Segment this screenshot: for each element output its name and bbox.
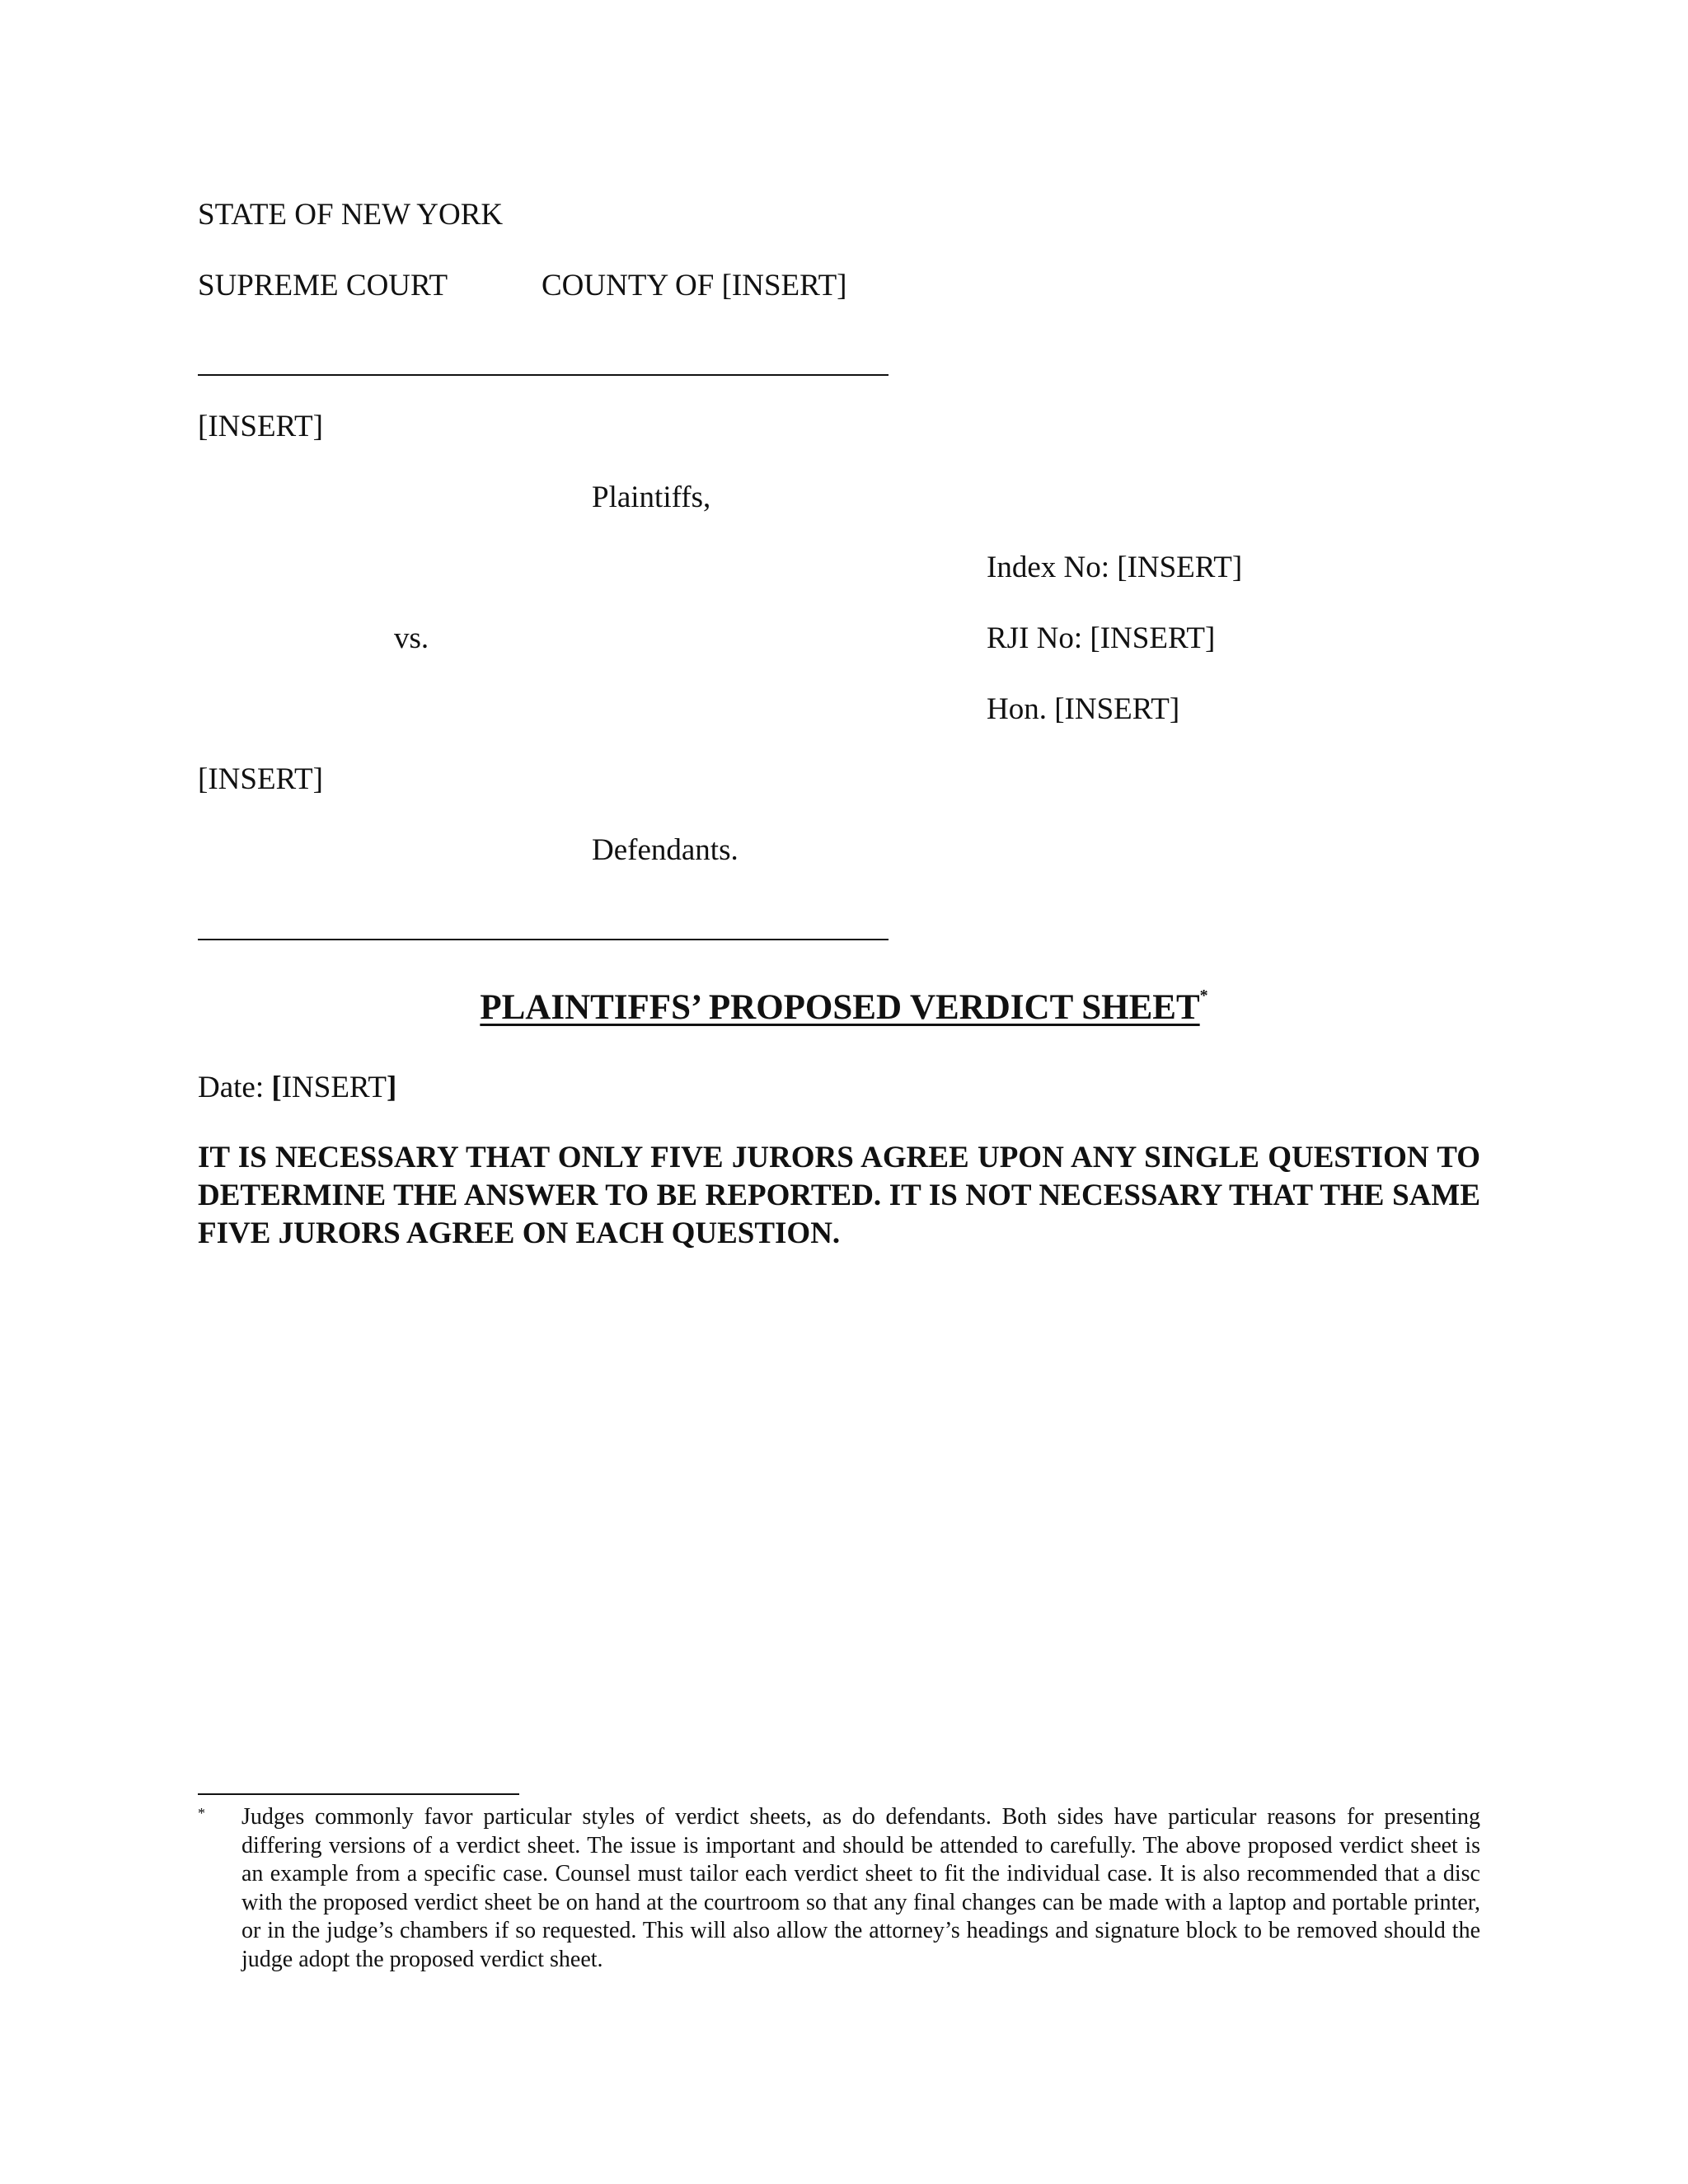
footnote-text: Judges commonly favor particular styles of verdict sheets, as do defendants. Both sides have particular reasons for presenting differing versions of a verdict sheet. The issue is important and should be attended to carefully. The above proposed verdict sheet is an example from a specific case. Counsel must tailor each verdict sheet to fit the individual case. It is also recommended that a disc with the proposed verdict sheet be on hand at the courtroom so that any final changes can be made with a laptop and portable printer, or in the judge’s chambers if so requested. This will also allow the attorney’s headings and signature block to be removed should the judge adopt the proposed verdict sheet. <box>241 1804 1480 1972</box>
juror-notice: IT IS NECESSARY THAT ONLY FIVE JURORS AGREE UPON ANY SINGLE QUESTION TO DETERMINE THE ANSWER TO BE REPORTED. IT IS NOT NECESSARY THAT THE SAME FIVE JURORS AGREE ON EACH QUESTION. <box>198 1141 1480 1250</box>
date-line <box>198 1070 396 1106</box>
title-text: PLAINTIFFS’ PROPOSED VERDICT SHEET <box>480 988 1200 1027</box>
judge-name: Hon. [INSERT] <box>987 692 1180 726</box>
date-label: Date: <box>198 1071 272 1104</box>
date-value: INSERT <box>281 1071 387 1104</box>
court-name: SUPREME COURT <box>198 269 448 302</box>
plaintiffs-label: Plaintiffs, <box>592 480 711 514</box>
title-footnote-marker: * <box>1199 987 1208 1005</box>
document-title <box>0 975 1688 1029</box>
footnote-separator <box>198 1793 519 1795</box>
rji-number: RJI No: [INSERT] <box>987 621 1216 655</box>
county-name: COUNTY OF [INSERT] <box>542 269 847 302</box>
plaintiff-name: [INSERT] <box>198 410 323 443</box>
index-number: Index No: [INSERT] <box>987 551 1243 584</box>
caption-bottom-rule <box>198 939 889 940</box>
date-open-bracket: [ <box>271 1071 282 1104</box>
state-heading: STATE OF NEW YORK <box>198 198 504 232</box>
versus-label: vs. <box>394 621 429 655</box>
caption-top-rule <box>198 374 889 376</box>
defendant-name: [INSERT] <box>198 762 323 796</box>
defendants-label: Defendants. <box>592 833 738 867</box>
footnote-marker: * <box>198 1805 205 1821</box>
date-close-bracket: ] <box>386 1071 397 1104</box>
